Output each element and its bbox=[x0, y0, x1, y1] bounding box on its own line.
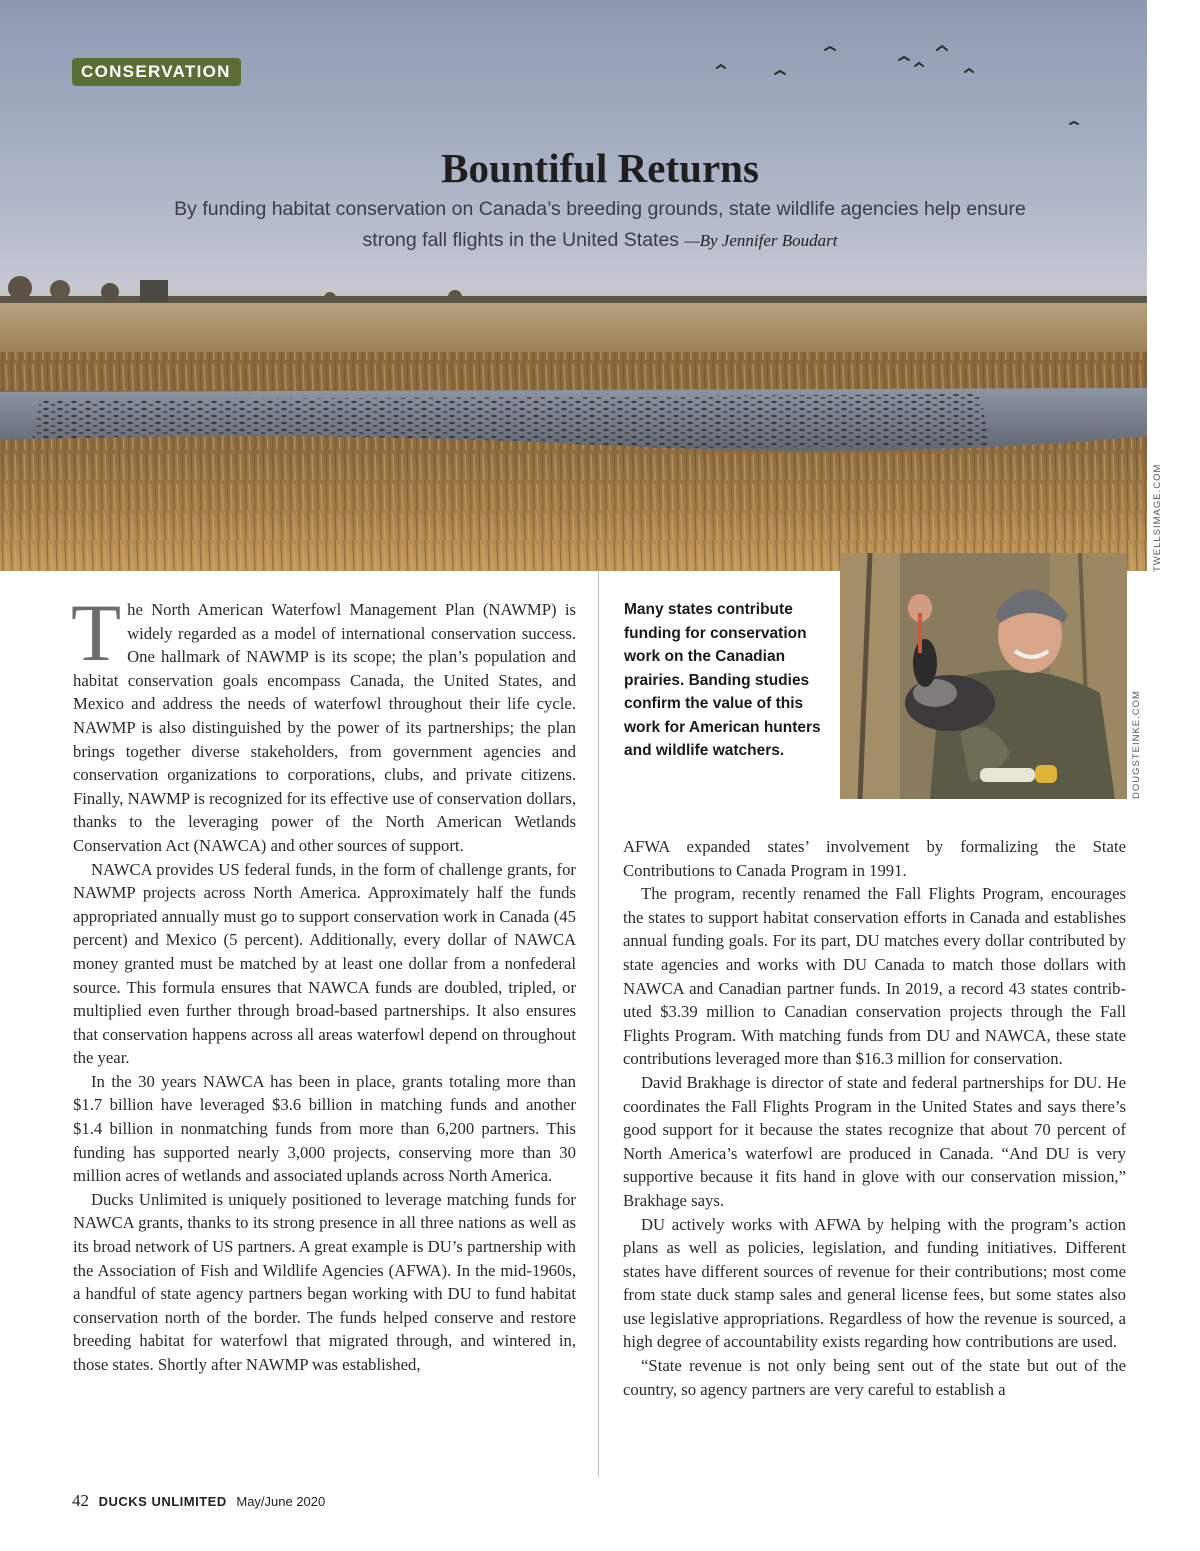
page-number: 42 bbox=[72, 1491, 89, 1510]
body-paragraph: The program, recently renamed the Fall Flights Program, encourages the states to support habitat conservation efforts in Canada and establishes annual funding goals. For its part, DU matches every dollar contributed by state agencies and works with DU Canada to match those dollars with NAWCA and Canadian partner funds. In 2019, a record 43 states contributed $3.39 million to Canadian conservation projects through the Fall Flights Program. With matching funds from DU and NAWCA, these state contributions leveraged more than $16.3 million for conservation. bbox=[623, 884, 1126, 1069]
magazine-name: DUCKS UNLIMITED bbox=[98, 1494, 227, 1509]
page-footer bbox=[72, 1491, 325, 1511]
inset-photo-credit: DOUGSTEINKE.COM bbox=[1131, 690, 1142, 799]
issue-date: May/June 2020 bbox=[236, 1494, 326, 1509]
body-paragraph: “State revenue is not only being sent out of the state but out of the country, so agency partners are very careful to establish a bbox=[623, 1356, 1126, 1399]
photo-caption: Many states contribute funding for conservation work on the Canadian prairies. Banding studies confirm the value of this work for American hunters and wildlife watchers. bbox=[624, 601, 821, 759]
deck-text: By funding habitat conservation on Canada’s breeding grounds, state wildlife agencies help ensure strong fall flights in the United States bbox=[174, 198, 1026, 251]
article-deck bbox=[150, 194, 1050, 256]
column-divider bbox=[598, 571, 599, 1477]
body-paragraph: DU actively works with AFWA by helping with the program’s action plans as well as policies, legislation, and funding initiatives. Different states have different sources of revenue for their contributions; most come from state duck stamp sales and general license fees, but some states also use legislative appropriations. Regardless of how the revenue is sourced, a high degree of accountability exists regarding how contributions are used. bbox=[623, 1214, 1126, 1352]
hero-photo bbox=[0, 0, 1147, 571]
hero-photo-credit: TWELLSIMAGE.COM bbox=[1152, 463, 1163, 572]
body-paragraph: The North American Waterfowl Management Plan (NAWMP) is widely regarded as a model of international conservation success. One hallmark of NAWMP is its scope; the plan’s population and habitat conservation goals encompass Canada, the United States, and Mexico and address the needs of waterfowl throughout their life cycle. NAWMP is also distinguished by the power of its partnerships; the plan brings together diverse stakeholders, from government agencies and conservation organizations to corporations, clubs, and private citizens. Finally, NAWMP is recognized for its effective use of conservation dollars, thanks to the leveraging power of the North American Wetlands Conservation Act (NAWCA) and other sources of support. bbox=[71, 587, 576, 855]
body-paragraph: David Brakhage is director of state and federal partnerships for DU. He coordinates the Fall Flights Program in the United States and says there’s good support for it because the states recognize that about 70 percent of North America’s waterfowl are produced in Canada. “And DU is very supportive because it fits hand in glove with our conservation mission,” Brakhage says. bbox=[623, 1072, 1126, 1210]
left-column bbox=[71, 587, 576, 1377]
body-paragraph: AFWA expanded states’ involvement by formalizing the State Contributions to Canada Program in 1991. bbox=[623, 837, 1126, 880]
inset-photo bbox=[840, 553, 1127, 799]
byline: —By Jennifer Boudart bbox=[684, 231, 838, 250]
drop-cap: T bbox=[71, 587, 122, 678]
section-tag: CONSERVATION bbox=[72, 58, 241, 86]
right-column bbox=[623, 835, 1126, 1401]
body-paragraph: NAWCA provides US federal funds, in the form of challenge grants, for NAWMP projects across North America. Approximately half the funds appropriated annually must go to support conservation work in Canada (45 percent) and Mexico (5 percent). Additionally, every dollar of NAWCA money granted must be matched by at least one dollar from a nonfederal source. This formula ensures that NAWCA funds are doubled, tripled, or multiplied even further through broad-based partnerships. It also ensures that conservation happens across all areas waterfowl depend on throughout the year. bbox=[73, 859, 576, 1068]
body-paragraph: Ducks Unlimited is uniquely positioned to leverage matching funds for NAWCA grants, thanks to its strong presence in all three nations as well as its broad network of US partners. A great example is DU’s partnership with the Association of Fish and Wildlife Agencies (AFWA). In the mid-1960s, a handful of state agency partners began working with DU to fund habitat conservation north of the border. The funds helped conserve and restore breeding habitat for waterfowl that migrated through, and wintered in, those states. Shortly after NAWMP was established, bbox=[73, 1189, 576, 1374]
article-headline: Bountiful Returns bbox=[441, 145, 759, 191]
body-paragraph: In the 30 years NAWCA has been in place, grants totaling more than $1.7 billion have leveraged $3.6 billion in matching funds and another $1.4 billion in nonmatching funds from more than 6,200 partners. This funding has supported nearly 3,000 projects, conserving more than 30 million acres of wetlands and associated uplands across North America. bbox=[73, 1071, 576, 1186]
hunter-banding-duck-illustration bbox=[840, 553, 1127, 799]
